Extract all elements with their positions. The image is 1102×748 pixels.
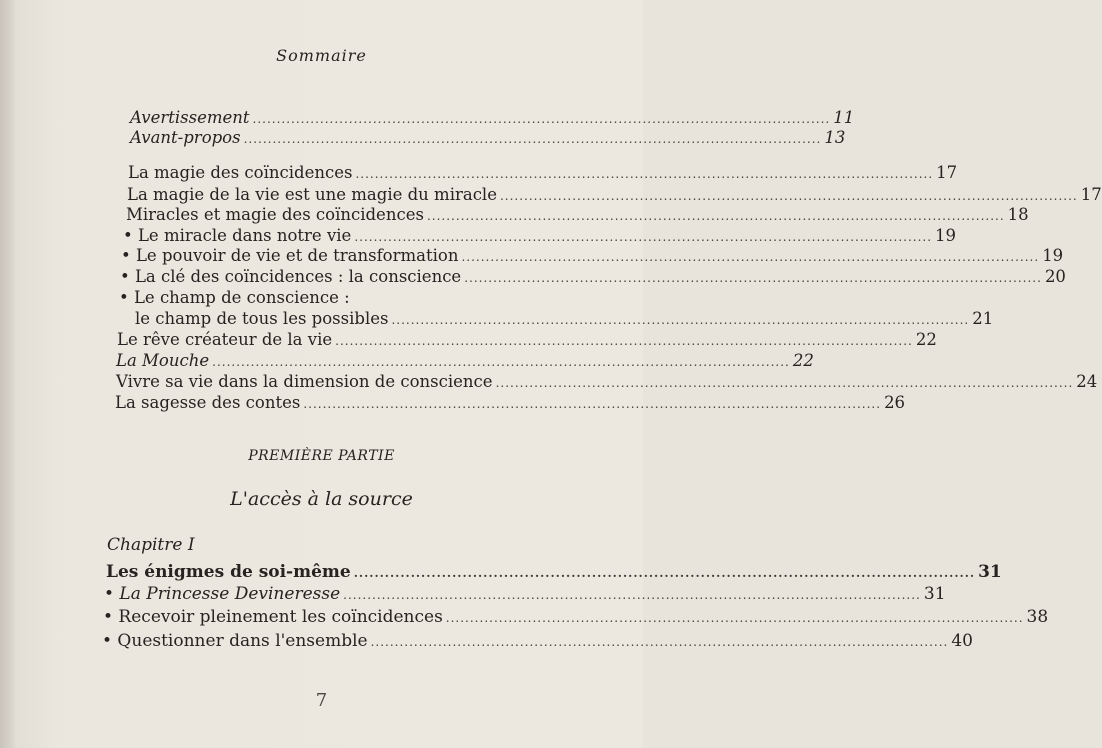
toc-entry: • Le pouvoir de vie et de transformation ........................................................................................................................ 19 [121,246,1064,265]
toc-entry: Vivre sa vie dans la dimension de conscience ........................................................................................................................ 24 [116,372,1098,391]
toc-entry: Les énigmes de soi-même ........................................................................................................................ 31 [106,562,1002,582]
toc-entry: • Recevoir pleinement les coïncidences ........................................................................................................................ 38 [103,607,1049,627]
toc-entry: • La clé des coïncidences : la conscience ........................................................................................................................ 20 [120,267,1066,286]
toc-entry: Le rêve créateur de la vie ........................................................................................................................ 22 [117,330,937,349]
toc-entry: le champ de tous les possibles ........................................................................................................................ 21 [135,309,994,328]
toc-entry: • Le champ de conscience : [119,288,350,307]
toc-entry: La magie de la vie est une magie du miracle ........................................................................................................................ 17 [127,185,1102,204]
page-number: 7 [315,690,328,711]
toc-entry: La Mouche ........................................................................................................................ 22 [116,351,814,370]
page-gutter [0,0,14,748]
chapter-label: Chapitre I [107,535,195,555]
toc-entry: Avant-propos ........................................................................................................................ 13 [130,128,846,147]
toc-entry: • La Princesse Devineresse ........................................................................................................................ 31 [104,584,946,604]
page-title: Sommaire [276,46,367,65]
toc-entry: Miracles et magie des coïncidences ........................................................................................................................ 18 [126,205,1029,224]
toc-entry: • Questionner dans l'ensemble ........................................................................................................................ 40 [102,631,973,651]
part-label: PREMIÈRE PARTIE [248,448,395,464]
part-title: L'accès à la source [230,488,413,510]
toc-entry: Avertissement ........................................................................................................................ 11 [130,108,855,127]
toc-entry: • Le miracle dans notre vie ........................................................................................................................ 19 [123,226,957,245]
toc-entry: La magie des coïncidences ........................................................................................................................ 17 [128,163,958,182]
toc-entry: La sagesse des contes ........................................................................................................................ 26 [115,393,906,412]
